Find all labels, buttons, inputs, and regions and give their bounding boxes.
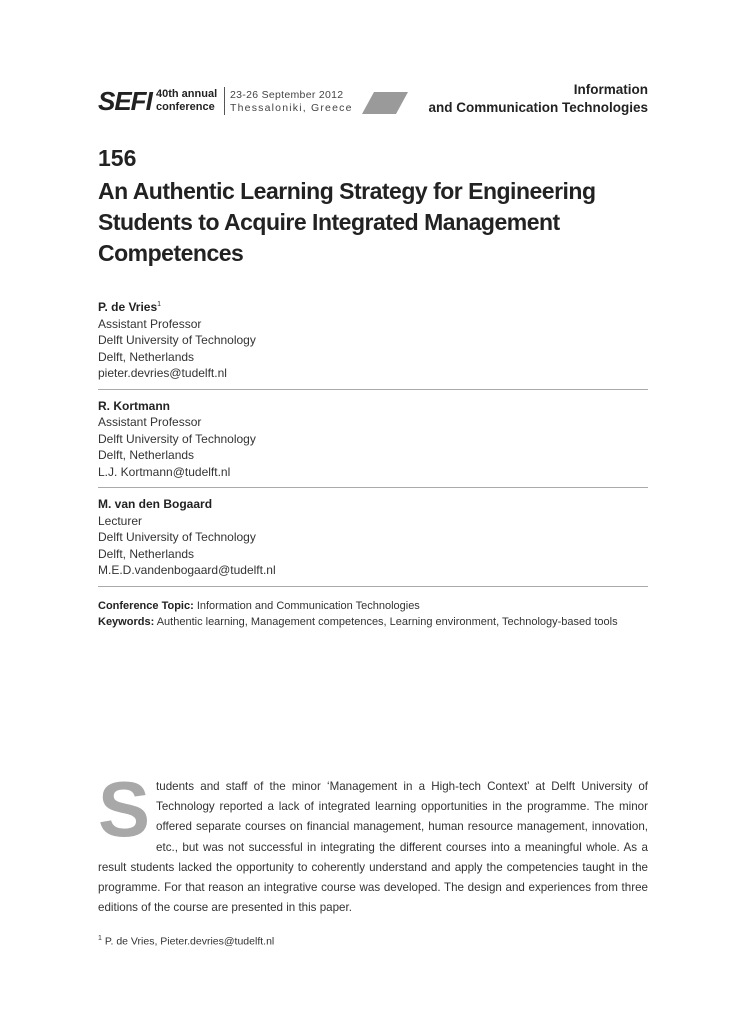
author-position: Assistant Professor [98,316,202,331]
conference-location: Thessaloniki, Greece [230,102,353,114]
author-block [98,496,648,579]
annual-line-1: 40th annual [156,88,218,100]
conference-topic: Conference Topic: Information and Communication Technologies [98,600,420,612]
author-location: Delft, Netherlands [98,546,195,561]
footnote-mark: 1 [157,301,162,308]
author-email: M.E.D.vandenbogaard@tudelft.nl [98,563,276,577]
footnote-mark: 1 [98,935,102,942]
header-stripe-icon [362,92,408,114]
author-divider [98,389,648,390]
annual-conference-label [156,88,217,114]
abstract-text: tudents and staff of the minor ‘Management in a High-tech Context’ at Delft University of Technology reported a lack of integrated learning opportunities in the programme. The minor offered separate courses on financial management, human resource management, innovation, etc., but was not successful in integrating the different courses into a meaningful whole. As a result students lacked the opportunity to coherently understand and apply the competencies taught in the programme. For that reason an integrative course was developed. The design and experiences from three editions of the course are presented in this paper. [98,780,648,915]
author-location: Delft, Netherlands [98,349,195,364]
sefi-logo: SEFI [98,86,152,116]
paper-title: An Authentic Learning Strategy for Engineering Students to Acquire Integrated Management Competences [98,178,596,266]
author-email: pieter.devries@tudelft.nl [98,366,227,380]
author-name: P. de Vries$^1$ [98,300,162,314]
author-block [98,297,648,382]
author-position: Assistant Professor [98,415,202,429]
paper-number: 156 [98,145,137,171]
author-block [98,398,648,481]
keywords: Keywords: Authentic learning, Management competences, Learning environment, Technology-based tools [98,616,618,628]
track-topic-line-1: Information [573,82,648,97]
author-name: R. Kortmann [98,398,170,413]
annual-line-2: conference [156,101,215,113]
author-name: M. van den Bogaard [98,497,213,511]
footnote-text: P. de Vries, Pieter.devries@tudelft.nl [104,935,275,948]
track-topic-line-2: and Communication Technologies [428,100,648,115]
footnote [98,932,274,949]
author-list [98,297,648,595]
author-institution: Delft University of Technology [98,530,256,544]
author-divider [98,586,648,587]
conference-dates [230,89,353,115]
author-institution: Delft University of Technology [98,431,256,446]
track-topic [428,81,648,117]
date-range: 23-26 September 2012 [230,89,344,101]
author-institution: Delft University of Technology [98,333,256,347]
header-divider [224,87,225,115]
author-position: Lecturer [98,513,143,528]
drop-cap: S [98,765,151,853]
abstract [98,765,648,918]
paper-meta [98,598,658,630]
author-divider [98,487,648,488]
author-location: Delft, Netherlands [98,448,195,462]
conference-header [98,84,648,118]
author-email: L.J. Kortmann@tudelft.nl [98,464,231,479]
